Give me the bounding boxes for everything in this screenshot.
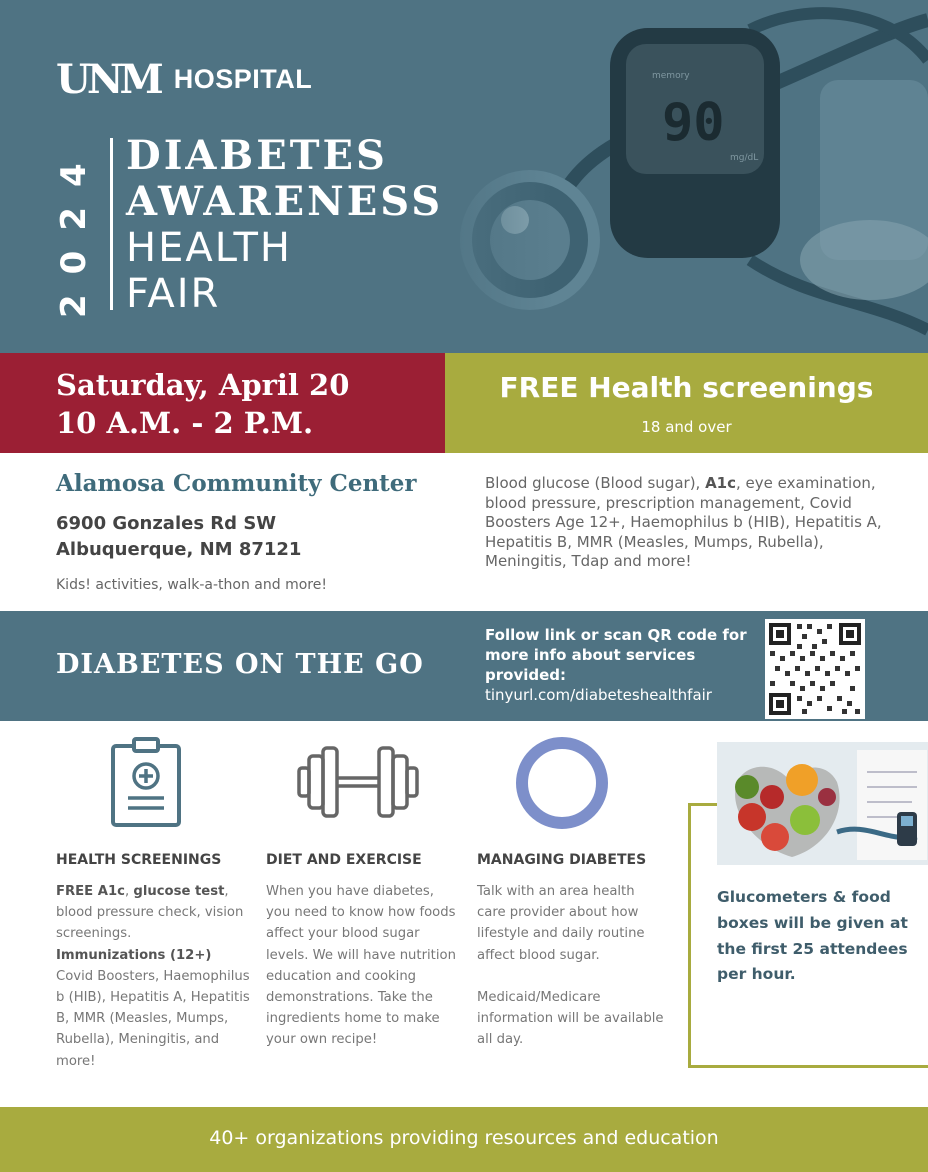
healthy-food-photo [717, 742, 928, 865]
location-block [56, 470, 456, 593]
qr-info-text: Follow link or scan QR code for more info about services provided: [485, 626, 747, 684]
on-the-go-heading: DIABETES ON THE GO [56, 649, 424, 680]
health-bold-3: Immunizations (12+) [56, 947, 212, 963]
kids-activities: Kids! activities, walk-a-thon and more! [56, 577, 327, 593]
health-text-2: , blood pressure check, vision screenings. [56, 884, 244, 942]
year-vertical [54, 138, 94, 318]
diabetes-on-the-go-banner [0, 611, 928, 721]
health-text-3: Covid Boosters, Haemophilus b (HIB), Hepatitis A, Hepatitis B, MMR (Measles, Mumps, Rubella), Meningitis, and more! [56, 968, 250, 1069]
free-screenings-banner [445, 353, 928, 453]
unm-logo-mark: UNM [56, 56, 160, 103]
managing-diabetes-text [477, 881, 667, 1050]
unm-hospital-logo [56, 56, 312, 103]
glucometer-callout-text: Glucometers & food boxes will be given at the first 25 attendees per hour. [717, 888, 908, 984]
address-line-2: Albuquerque, NM 87121 [56, 539, 302, 560]
clipboard-medical-icon [110, 736, 182, 828]
venue-name: Alamosa Community Center [56, 470, 417, 497]
glucose-meter-stethoscope-image [430, 0, 928, 353]
event-date: Saturday, April 20 [56, 368, 350, 402]
dumbbell-icon [297, 746, 419, 818]
event-time: 10 A.M. - 2 P.M. [56, 406, 314, 440]
address-line-1: 6900 Gonzales Rd SW [56, 513, 277, 534]
title-line-2: AWARENESS [126, 178, 444, 225]
title-divider [110, 138, 113, 310]
health-screenings-heading: HEALTH SCREENINGS [56, 852, 222, 868]
services-text-2: , eye examination, blood pressure, prescription management, Covid Boosters Age 12+, Haemophilus b (HIB), Hepatitis A, Hepatitis B, MMR (Measles, Mumps, Rubella), Meningitis, Tdap and more! [485, 474, 882, 570]
age-requirement: 18 and over [641, 418, 732, 436]
managing-text-2: Medicaid/Medicare information will be available all day. [477, 989, 664, 1048]
event-date-box [0, 353, 445, 453]
hero-banner [0, 0, 928, 353]
logo-text: HOSPITAL [173, 64, 313, 94]
qr-code-icon[interactable] [765, 619, 865, 719]
health-bold-2: glucose test [133, 884, 225, 899]
title-line-3: HEALTH [126, 225, 293, 271]
managing-text-1: Talk with an area health care provider about how lifestyle and daily routine affect blood sugar. [477, 884, 645, 963]
services-list [485, 474, 905, 572]
managing-diabetes-heading: MANAGING DIABETES [477, 852, 647, 868]
title-line-1: DIABETES [126, 132, 388, 179]
footer-banner [0, 1107, 928, 1172]
health-text-1: , [124, 884, 134, 899]
diet-exercise-text: When you have diabetes, you need to know how foods affect your blood sugar levels. We will have nutrition education and cooking demonstrations. Take the ingredients home to make your own recipe! [266, 884, 456, 1048]
info-link[interactable]: tinyurl.com/diabeteshealthfair [485, 686, 712, 704]
health-bold-1: FREE A1c [56, 884, 125, 899]
year-text: 2024 [54, 143, 94, 318]
qr-instructions [485, 625, 755, 705]
awareness-ring-icon [515, 736, 609, 830]
footer-text: 40+ organizations providing resources and education [209, 1127, 719, 1149]
services-bold: A1c [705, 474, 737, 492]
services-text-1: Blood glucose (Blood sugar), [485, 474, 706, 492]
title-line-4: FAIR [126, 271, 221, 317]
free-screenings-heading: FREE Health screenings [499, 371, 874, 404]
address [56, 511, 456, 563]
diet-exercise-heading: DIET AND EXERCISE [266, 852, 422, 868]
page-title [126, 133, 443, 317]
health-screenings-text [56, 881, 256, 1072]
